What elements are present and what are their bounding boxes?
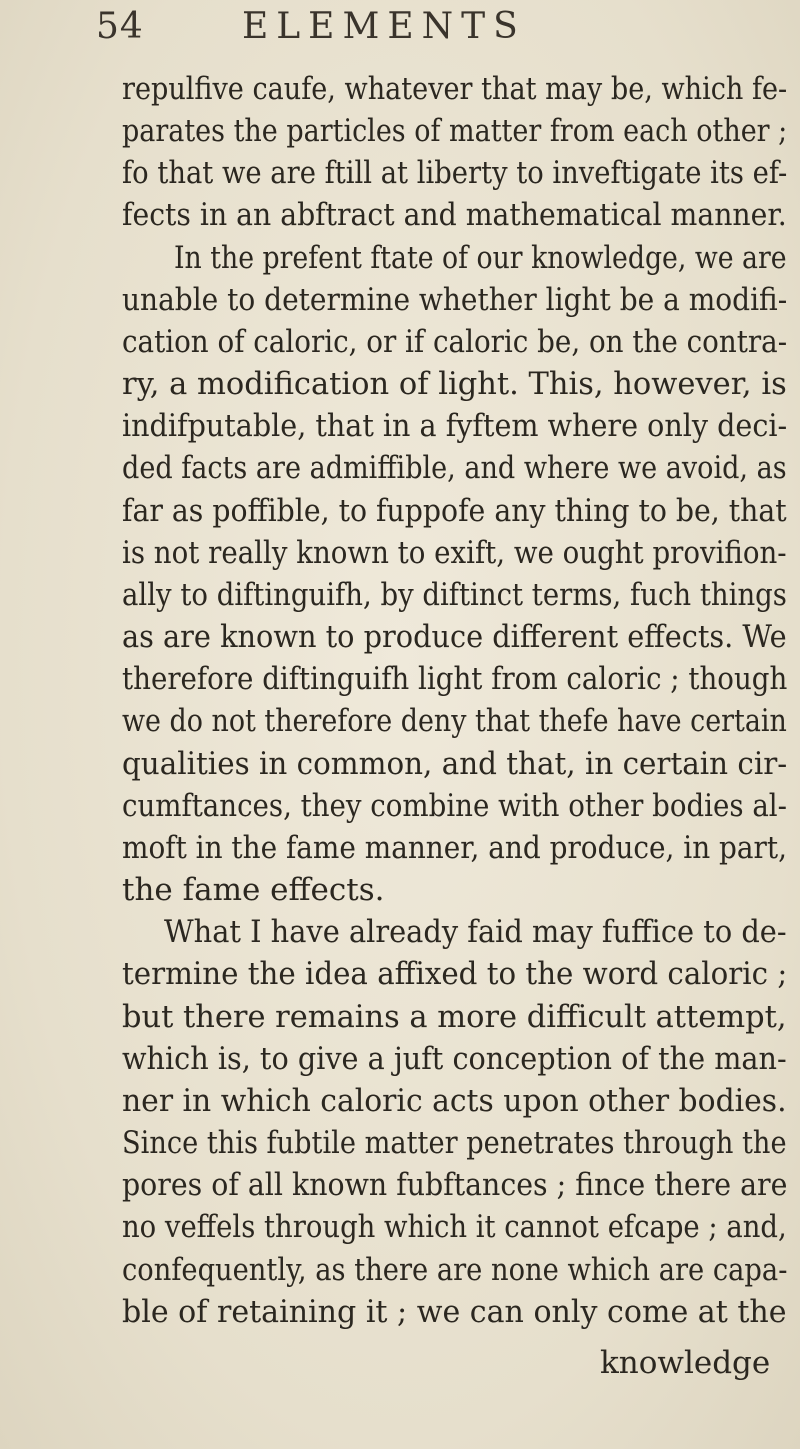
page-header: [0, 4, 800, 54]
catchword: knowledge: [600, 1345, 771, 1381]
text-line: therefore diftinguifh light from caloric ; though: [122, 661, 788, 697]
text-line: as are known to produce different effects. We: [122, 619, 787, 655]
text-line: we do not therefore deny that thefe have certain: [122, 703, 787, 739]
text-line: repulfive caufe, whatever that may be, which fe-: [122, 71, 788, 107]
text-line: ble of retaining it ; we can only come at the: [122, 1294, 787, 1330]
text-line: ry, a modification of light. This, however, is: [122, 366, 787, 402]
text-line: ner in which caloric acts upon other bodies.: [122, 1083, 787, 1119]
page-number: 54: [96, 6, 144, 47]
text-line: unable to determine whether light be a modifi-: [122, 282, 788, 318]
text-line: but there remains a more difficult attempt,: [122, 999, 787, 1035]
text-line: no veffels through which it cannot efcape ; and,: [122, 1209, 787, 1245]
text-line: termine the idea affixed to the word caloric ;: [122, 956, 788, 992]
text-line: ded facts are admiffible, and where we avoid, as: [122, 450, 787, 486]
text-line: parates the particles of matter from each other ;: [122, 113, 788, 149]
text-line: is not really known to exift, we ought provifion-: [122, 535, 787, 571]
text-line: fo that we are ftill at liberty to inveftigate its ef-: [122, 155, 788, 191]
text-line: What I have already faid may fuffice to de-: [164, 914, 787, 950]
text-line: qualities in common, and that, in certain cir-: [122, 746, 788, 782]
text-line: Since this fubtile matter penetrates through the: [122, 1125, 787, 1161]
text-line: In the prefent ftate of our knowledge, we are: [174, 240, 787, 276]
text-line: the fame effects.: [122, 872, 385, 908]
text-line: cumftances, they combine with other bodies al-: [122, 788, 787, 824]
text-line: fects in an abftract and mathematical manner.: [122, 197, 787, 233]
text-line: confequently, as there are none which are capa-: [122, 1252, 788, 1288]
text-line: cation of caloric, or if caloric be, on the contra-: [122, 324, 788, 360]
text-line: pores of all known fubftances ; fince there are: [122, 1167, 788, 1203]
text-line: far as poffible, to fuppofe any thing to be, that: [122, 493, 787, 529]
running-head: ELEMENTS: [242, 6, 526, 47]
text-line: indifputable, that in a fyftem where only deci-: [122, 408, 788, 444]
text-line: ally to diftinguifh, by diftinct terms, fuch things: [122, 577, 787, 613]
text-line: moft in the fame manner, and produce, in part,: [122, 830, 787, 866]
text-line: which is, to give a juft conception of the man-: [122, 1041, 787, 1077]
